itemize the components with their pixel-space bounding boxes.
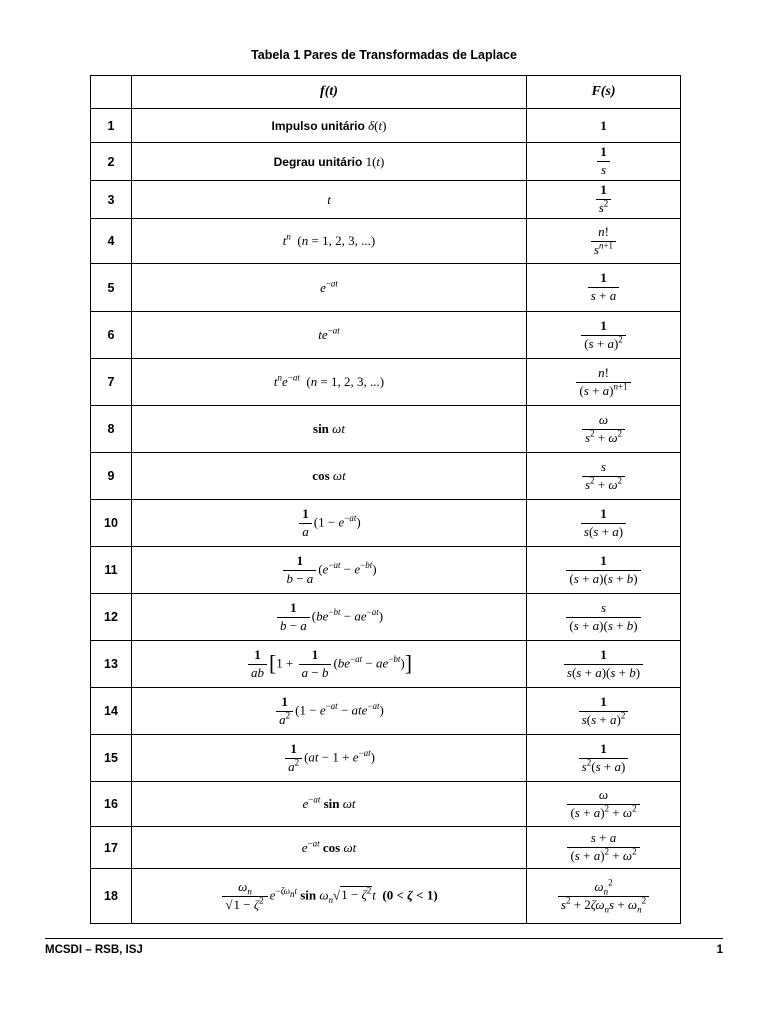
time-function: $t^n$ (n = 1, 2, 3, ...) <box>132 219 527 264</box>
table-row <box>91 827 681 869</box>
row-number: 4 <box>91 219 132 264</box>
laplace-transform: $\frac{1}{s(s + a)^2}$ <box>527 688 681 735</box>
row-number: 17 <box>91 827 132 869</box>
table-row <box>91 406 681 453</box>
page-number: 1 <box>716 944 723 956</box>
header-laplace-function <box>527 76 681 109</box>
laplace-transform: $\frac{1}{(s + a)(s + b)}$ <box>527 547 681 594</box>
row-number: 13 <box>91 641 132 688</box>
time-function: $\frac{1}{a^2}$ $(at - 1 + e^{-at})$ <box>132 735 527 782</box>
time-function: $\frac{\omega_n}{√1 - \zeta^2}$ $e^{-\zeta\omega_nt}$ $\sin \omega_n√1 - \zeta^2t$ (0 < ζ < 1) <box>132 869 527 924</box>
row-number: 15 <box>91 735 132 782</box>
row-number: 12 <box>91 594 132 641</box>
laplace-transform: 1 <box>527 109 681 143</box>
footer-left: MCSDI – RSB, ISJ <box>45 944 143 956</box>
row-number: 1 <box>91 109 132 143</box>
table-row <box>91 312 681 359</box>
table-row <box>91 782 681 827</box>
time-function: $t^ne^{-at}$ (n = 1, 2, 3, ...) <box>132 359 527 406</box>
table-row <box>91 219 681 264</box>
table-row <box>91 359 681 406</box>
time-function: $\frac{1}{a}$ $(1 - e^{-at})$ <box>132 500 527 547</box>
laplace-transform: $\frac{1}{(s + a)^2}$ <box>527 312 681 359</box>
table-row <box>91 181 681 219</box>
row-number: 7 <box>91 359 132 406</box>
table-row <box>91 594 681 641</box>
laplace-transform: $\frac{\omega_n^2}{s^2 + 2\zeta\omega_ns + \omega_n^2}$ <box>527 869 681 924</box>
time-function: $\frac{1}{b - a}$ $(e^{-at} - e^{-bt})$ <box>132 547 527 594</box>
header-index <box>91 76 132 109</box>
row-number: 6 <box>91 312 132 359</box>
table-row <box>91 547 681 594</box>
row-number: 16 <box>91 782 132 827</box>
time-function: $e^{-at}$ <box>132 264 527 312</box>
time-function: sin ωt <box>132 406 527 453</box>
laplace-transform: $\frac{\omega}{s^2 + \omega^2}$ <box>527 406 681 453</box>
time-function: $\frac{1}{b - a}$ $(be^{-bt} - ae^{-at})$ <box>132 594 527 641</box>
row-number: 10 <box>91 500 132 547</box>
table-row <box>91 109 681 143</box>
table-header-row <box>91 76 681 109</box>
table-row <box>91 735 681 782</box>
laplace-transform: $\frac{1}{s}$ <box>527 143 681 181</box>
laplace-transform: $\frac{n!}{(s + a)^{n+1}}$ <box>527 359 681 406</box>
laplace-transform: $\frac{1}{s^2(s + a)}$ <box>527 735 681 782</box>
time-function: $\frac{1}{a^2}$ $(1 - e^{-at} - ate^{-at})$ <box>132 688 527 735</box>
header-laplace-label: F(s) <box>591 84 616 99</box>
laplace-transform: $\frac{s}{s^2 + \omega^2}$ <box>527 453 681 500</box>
time-function: cos ωt <box>132 453 527 500</box>
time-function: Degrau unitário 1(t) <box>132 143 527 181</box>
table-row <box>91 869 681 924</box>
time-function: t <box>132 181 527 219</box>
row-number: 2 <box>91 143 132 181</box>
row-number: 18 <box>91 869 132 924</box>
table-row <box>91 143 681 181</box>
table-row <box>91 453 681 500</box>
laplace-transform: $\frac{1}{s + a}$ <box>527 264 681 312</box>
laplace-transform: $\frac{s + a}{(s + a)^2 + \omega^2}$ <box>527 827 681 869</box>
header-time-label: f(t) <box>320 84 338 99</box>
table-row <box>91 688 681 735</box>
laplace-transform: $\frac{1}{s(s + a)(s + b)}$ <box>527 641 681 688</box>
row-number: 3 <box>91 181 132 219</box>
time-function: Impulso unitário δ(t) <box>132 109 527 143</box>
laplace-transform: $\frac{1}{s(s + a)}$ <box>527 500 681 547</box>
time-function: $e^{-at}$ cos ωt <box>132 827 527 869</box>
time-function: $te^{-at}$ <box>132 312 527 359</box>
row-number: 8 <box>91 406 132 453</box>
table-row <box>91 500 681 547</box>
row-number: 14 <box>91 688 132 735</box>
row-number: 5 <box>91 264 132 312</box>
laplace-table <box>90 75 681 924</box>
row-number: 9 <box>91 453 132 500</box>
footer-rule <box>45 938 723 939</box>
laplace-transform: $\frac{\omega}{(s + a)^2 + \omega^2}$ <box>527 782 681 827</box>
laplace-transform: $\frac{s}{(s + a)(s + b)}$ <box>527 594 681 641</box>
laplace-transform: $\frac{1}{s^2}$ <box>527 181 681 219</box>
time-function: $e^{-at}$ sin ωt <box>132 782 527 827</box>
row-number: 11 <box>91 547 132 594</box>
table-row <box>91 641 681 688</box>
time-function: $\frac{1}{ab}$ [1 + $\frac{1}{a - b}$ $(be^{-at} - ae^{-bt})$] <box>132 641 527 688</box>
laplace-transform: $\frac{n!}{s^{n+1}}$ <box>527 219 681 264</box>
header-time-function <box>132 76 527 109</box>
table-caption: Tabela 1 Pares de Transformadas de Laplace <box>251 48 517 62</box>
table-row <box>91 264 681 312</box>
